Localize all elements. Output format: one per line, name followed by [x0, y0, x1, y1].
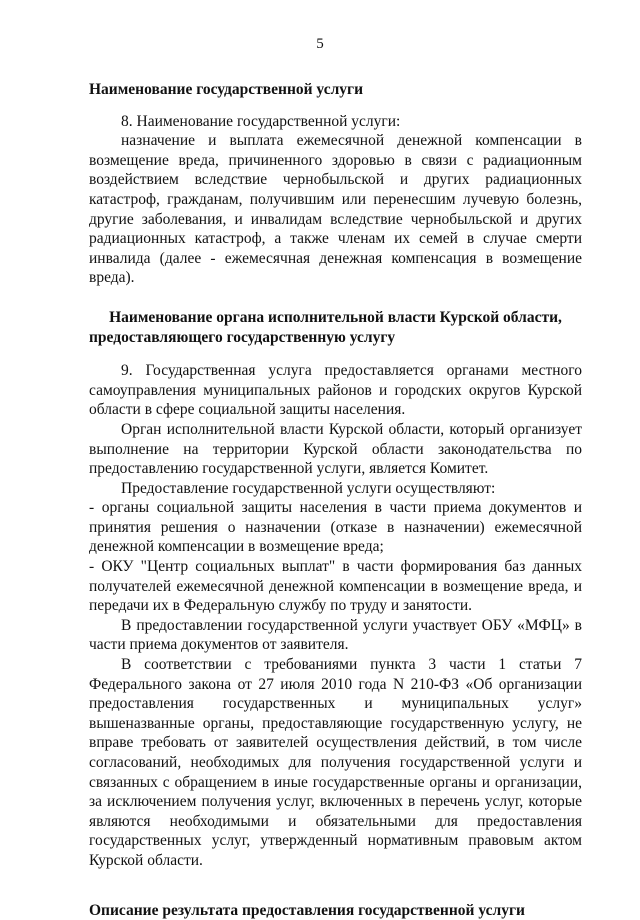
paragraph-authority: Орган исполнительной власти Курской области, который организует выполнение на территории Курской области законодательства по предоставлению государственной услуги, является Комитет.: [89, 420, 582, 478]
page-number: 5: [316, 36, 324, 52]
document-body: [89, 80, 582, 920]
section-heading-authority: Наименование органа исполнительной власти Курской области, предоставляющего государственную услугу: [89, 308, 562, 346]
paragraph-mfc: В предоставлении государственной услуги участвует ОБУ «МФЦ» в части приема документов от заявителя.: [89, 616, 582, 654]
paragraph-9: 9. Государственная услуга предоставляется органами местного самоуправления муниципальных районов и городских округов Курской области в сфере социальной защиты населения.: [89, 362, 582, 419]
list-item-oku-center: - ОКУ "Центр социальных выплат" в части формирования баз данных получателей ежемесячной денежной компенсации в возмещение вреда, и передачи их в Федеральную службу по труду и занятости.: [89, 558, 582, 615]
paragraph-federal-law: В соответствии с требованиями пункта 3 части 1 статьи 7 Федерального закона от 27 июля 2010 года N 210-ФЗ «Об организации предоставления государственных и муниципальных услуг» вышеназванные органы, предоставляющие государственную услугу, не вправе требовать от заявителей осуществления действий, в том числе согласований, необходимых для получения государственной услуги и связанных с обращением в иные государственные органы и организации, за исключением получения услуг, включенных в перечень услуг, которые являются необходимыми и обязательными для предоставления государственных услуг, утвержденный нормативным правовым актом Курской области.: [89, 656, 582, 869]
section-heading-result: Описание результата предоставления государственной услуги: [89, 901, 525, 919]
section-heading-service-name: Наименование государственной услуги: [89, 81, 363, 98]
item-8-text: назначение и выплата ежемесячной денежной компенсации в возмещение вреда, причиненного здоровью в связи с радиационным воздействием вследствие чернобыльской и других радиационных катастроф, гражданам, получившим или перенесшим лучевую болезнь, другие заболевания, и инвалидам вследствие чернобыльской и других радиационных катастроф, а также членам их семей в случае смерти инвалида (далее - ежемесячная денежная компенсация в возмещение вреда).: [89, 132, 582, 287]
paragraph-providers-intro: Предоставление государственной услуги осуществляют:: [121, 479, 496, 497]
list-item-social-protection: - органы социальной защиты населения в части приема документов и принятия решения о назначении (отказе в назначении) ежемесячной денежной компенсации в возмещение вреда;: [89, 499, 582, 556]
item-8-label: 8. Наименование государственной услуги:: [121, 112, 401, 130]
